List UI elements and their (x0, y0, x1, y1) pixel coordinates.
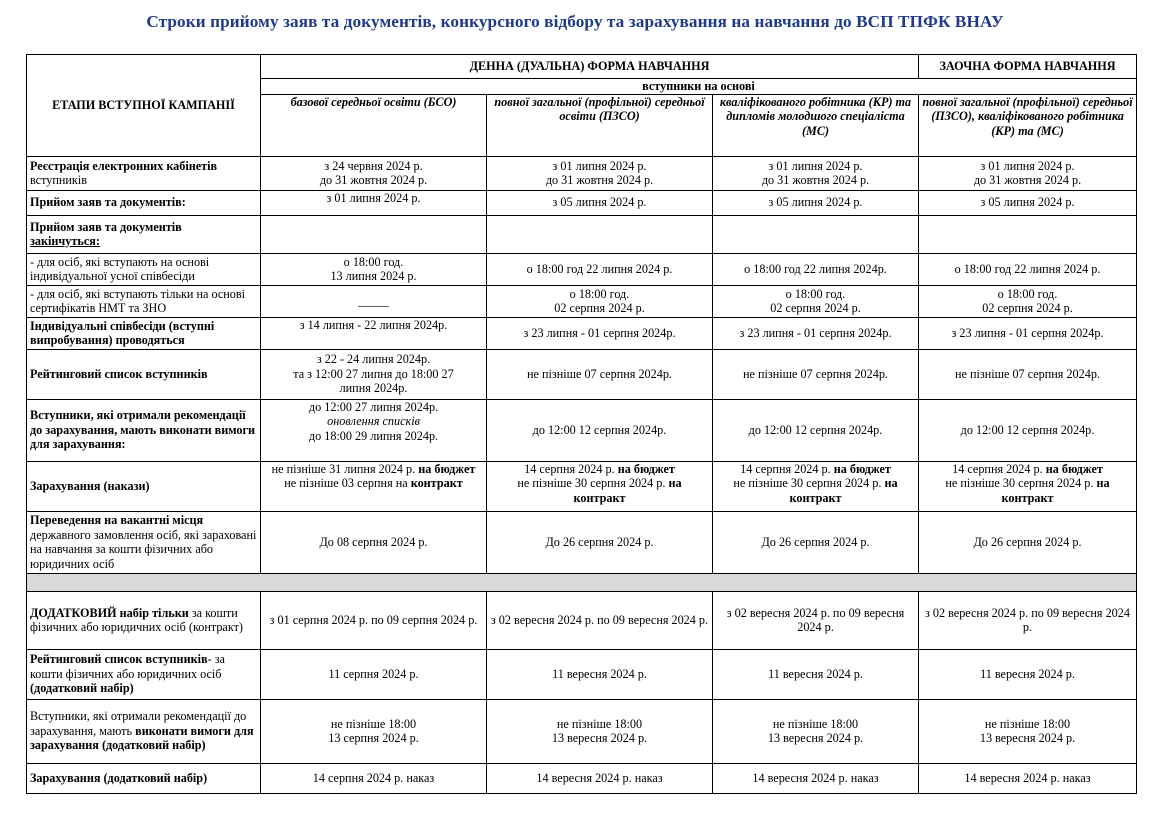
cell-bso: _____ (261, 285, 487, 317)
label-bold: виконати вимоги для зарахування (додатковий набір) (30, 723, 254, 753)
label-rest: за кошти фізичних або юридичних осіб (контракт) (30, 605, 243, 634)
row-extra-rating (27, 649, 1137, 699)
row-enroll (27, 461, 1137, 511)
row-label: Зарахування (накази) (27, 461, 261, 511)
cell-kr: не пізніше 07 серпня 2024р. (713, 349, 919, 399)
cell-line: 13 серпня 2024 р. (328, 731, 419, 745)
row-label (27, 649, 261, 699)
cell-pzso: з 05 липня 2024 р. (487, 190, 713, 215)
cell-line: 13 вересня 2024 р. (767, 731, 864, 745)
row-label (27, 156, 261, 190)
cell-bso: 14 серпня 2024 р. наказ (261, 763, 487, 793)
cell-line: липня 2024р. (339, 381, 408, 396)
cell-part (919, 285, 1137, 317)
header-col-pzso: повної загальної (профільної) середньої освіти (ПЗСО) (487, 94, 713, 156)
label-line: Прийом заяв та документів (30, 219, 182, 234)
row-extra-recommended (27, 699, 1137, 763)
cell-line: о 18:00 год. (785, 286, 846, 301)
cell-part: з 23 липня - 01 серпня 2024р. (919, 317, 1137, 349)
cell-part: 11 вересня 2024 р. (919, 649, 1137, 699)
row-label: Рейтинговий список вступників (27, 349, 261, 399)
cell-text-bold: на бюджет (617, 461, 675, 476)
cell-line: до 18:00 29 липня 2024р. (308, 428, 439, 443)
label-bold: Реєстрація електронних кабінетів (30, 158, 218, 173)
cell-bso (261, 215, 487, 253)
row-rating (27, 349, 1137, 399)
cell-kr (713, 461, 919, 511)
cell-pzso: 14 вересня 2024 р. наказ (487, 763, 713, 793)
cell-line: о 18:00 год. (343, 254, 404, 269)
cell-line: з 22 - 24 липня 2024р. (316, 352, 431, 367)
row-interviews (27, 317, 1137, 349)
header-col-part: повної загальної (профільної) середньої (ПЗСО), кваліфікованого робітника (КР) та (МС) (919, 94, 1137, 156)
row-end-nmt (27, 285, 1137, 317)
cell-line: до 31 жовтня 2024 р. (545, 173, 654, 187)
cell-kr: до 12:00 12 серпня 2024р. (713, 399, 919, 461)
cell-line: до 12:00 27 липня 2024р. (308, 399, 439, 414)
cell-line: не пізніше 18:00 (984, 716, 1071, 731)
cell-kr (713, 699, 919, 763)
cell-pzso (487, 156, 713, 190)
row-label (27, 591, 261, 649)
separator-cell (27, 573, 1137, 591)
cell-pzso (487, 699, 713, 763)
cell-part (919, 215, 1137, 253)
header-day-form: ДЕННА (ДУАЛЬНА) ФОРМА НАВЧАННЯ (261, 55, 919, 79)
cell-line: 13 вересня 2024 р. (979, 731, 1076, 745)
cell-text-bold: на бюджет (1045, 461, 1103, 476)
cell-line: не пізніше 18:00 (556, 716, 643, 731)
cell-part: До 26 серпня 2024 р. (919, 511, 1137, 573)
cell-line: з 01 липня 2024 р. (768, 158, 863, 173)
header-row-forms (27, 55, 1137, 79)
cell-text-bold: на бюджет (418, 461, 476, 476)
page-title: Строки прийому заяв та документів, конкурсного відбору та зарахування на навчання до ВСП ТПФК ВНАУ (146, 12, 1004, 31)
cell-part: 14 вересня 2024 р. наказ (919, 763, 1137, 793)
cell-pzso: не пізніше 07 серпня 2024р. (487, 349, 713, 399)
cell-pzso: з 02 вересня 2024 р. по 09 вересня 2024 р. (487, 591, 713, 649)
cell-pzso: з 23 липня - 01 серпня 2024р. (487, 317, 713, 349)
cell-bso: з 01 серпня 2024 р. по 09 серпня 2024 р. (261, 591, 487, 649)
cell-kr: о 18:00 год 22 липня 2024р. (713, 253, 919, 285)
row-label: - для осіб, які вступають тільки на основі сертифікатів НМТ та ЗНО (27, 285, 261, 317)
row-transfer (27, 511, 1137, 573)
cell-kr: з 05 липня 2024 р. (713, 190, 919, 215)
cell-part: о 18:00 год 22 липня 2024 р. (919, 253, 1137, 285)
cell-bso: До 08 серпня 2024 р. (261, 511, 487, 573)
cell-line: з 24 червня 2024 р. (324, 158, 423, 173)
cell-line: не пізніше 18:00 (330, 716, 417, 731)
cell-text: 14 серпня 2024 р. (952, 461, 1046, 476)
label-rest: Вступники, які отримали рекомендації до зарахування, мають (30, 709, 247, 738)
cell-kr (713, 215, 919, 253)
row-label: - для осіб, які вступають на основі індивідуальної усної співбесіди (27, 253, 261, 285)
row-label (27, 215, 261, 253)
row-label: Прийом заяв та документів: (27, 190, 261, 215)
cell-text: не пізніше 30 серпня 2024 р. (517, 476, 669, 490)
row-registration (27, 156, 1137, 190)
label-rest: державного замовлення осіб, які зараховані на навчання за кошти фізичних або юридичних осіб (30, 527, 257, 571)
cell-bso (261, 399, 487, 461)
cell-text: не пізніше 31 липня 2024 р. (271, 461, 419, 476)
header-basis: вступники на основі (261, 79, 1137, 95)
row-accept (27, 190, 1137, 215)
cell-line: з 01 липня 2024 р. (980, 158, 1075, 173)
cell-part: з 05 липня 2024 р. (919, 190, 1137, 215)
cell-line: до 31 жовтня 2024 р. (319, 173, 428, 187)
cell-bso (261, 253, 487, 285)
cell-bso (261, 699, 487, 763)
cell-bso (261, 156, 487, 190)
row-extra-enroll (27, 763, 1137, 793)
cell-kr: До 26 серпня 2024 р. (713, 511, 919, 573)
label-bold: Переведення на вакантні місця (30, 513, 204, 527)
cell-kr: з 23 липня - 01 серпня 2024р. (713, 317, 919, 349)
label-bold: ДОДАТКОВИЙ набір тільки (30, 605, 189, 620)
cell-pzso: до 12:00 12 серпня 2024р. (487, 399, 713, 461)
cell-pzso (487, 215, 713, 253)
cell-bso (261, 461, 487, 511)
cell-line: 02 серпня 2024 р. (554, 301, 645, 315)
label-rest: вступників (30, 173, 87, 187)
cell-text: 14 серпня 2024 р. (524, 461, 618, 476)
cell-part: до 12:00 12 серпня 2024р. (919, 399, 1137, 461)
label-bold: Рейтинговий список вступників (30, 652, 208, 667)
cell-bso (261, 349, 487, 399)
row-label: Вступники, які отримали рекомендації до зарахування, мають виконати вимоги для зарахування: (27, 399, 261, 461)
cell-line-italic: оновлення списків (327, 414, 420, 428)
cell-pzso (487, 285, 713, 317)
header-col-bso: базової середньої освіти (БСО) (261, 94, 487, 156)
cell-line: 13 вересня 2024 р. (551, 731, 648, 745)
cell-line: 13 липня 2024 р. (330, 269, 417, 283)
cell-bso: 11 серпня 2024 р. (261, 649, 487, 699)
cell-text-bold: на контракт (1001, 476, 1110, 505)
cell-bso: з 14 липня - 22 липня 2024р. (261, 317, 487, 349)
cell-line: до 31 жовтня 2024 р. (761, 173, 870, 187)
cell-line: 02 серпня 2024 р. (982, 301, 1073, 315)
cell-line: 02 серпня 2024 р. (770, 301, 861, 315)
header-part-form: ЗАОЧНА ФОРМА НАВЧАННЯ (919, 55, 1137, 79)
cell-line: та з 12:00 27 липня до 18:00 27 (293, 366, 454, 381)
cell-text: не пізніше 30 серпня 2024 р. (733, 476, 885, 490)
cell-text-bold: на бюджет (833, 461, 891, 476)
cell-part (919, 699, 1137, 763)
cell-text-bold: контракт (410, 476, 463, 490)
cell-text-bold: на контракт (573, 476, 682, 505)
label-bold: (додатковий набір) (30, 681, 134, 696)
row-label: Зарахування (додатковий набір) (27, 763, 261, 793)
cell-kr (713, 156, 919, 190)
header-col-kr: кваліфікованого робітника (КР) та дипломів молодшого спеціаліста (МС) (713, 94, 919, 156)
row-label: Індивідуальні співбесіди (вступні випробування) проводяться (27, 317, 261, 349)
cell-kr: з 02 вересня 2024 р. по 09 вересня 2024 р. (713, 591, 919, 649)
row-extra (27, 591, 1137, 649)
row-label (27, 699, 261, 763)
cell-bso: з 01 липня 2024 р. (261, 190, 487, 215)
row-end-heading (27, 215, 1137, 253)
separator-row (27, 573, 1137, 591)
row-label (27, 511, 261, 573)
cell-pzso (487, 461, 713, 511)
cell-kr (713, 285, 919, 317)
cell-pzso: о 18:00 год 22 липня 2024 р. (487, 253, 713, 285)
cell-pzso: До 26 серпня 2024 р. (487, 511, 713, 573)
header-stages: ЕТАПИ ВСТУПНОЇ КАМПАНІЇ (27, 55, 261, 157)
admission-schedule-table (26, 54, 1137, 794)
row-recommended (27, 399, 1137, 461)
cell-line: о 18:00 год. (569, 286, 630, 301)
label-underlined: закінчуться: (30, 234, 100, 248)
cell-part: не пізніше 07 серпня 2024р. (919, 349, 1137, 399)
cell-part: з 02 вересня 2024 р. по 09 вересня 2024 р. (919, 591, 1137, 649)
cell-text: не пізніше 03 серпня на (284, 476, 411, 490)
cell-line: о 18:00 год. (997, 286, 1058, 301)
label-rest: - за кошти фізичних або юридичних осіб (30, 652, 225, 681)
cell-line: не пізніше 18:00 (772, 716, 859, 731)
cell-part (919, 461, 1137, 511)
cell-line: до 31 жовтня 2024 р. (973, 173, 1082, 187)
cell-text-bold: на контракт (789, 476, 898, 505)
cell-kr: 14 вересня 2024 р. наказ (713, 763, 919, 793)
cell-line: з 01 липня 2024 р. (552, 158, 647, 173)
cell-text: не пізніше 30 серпня 2024 р. (945, 476, 1097, 490)
cell-part (919, 156, 1137, 190)
cell-text: 14 серпня 2024 р. (740, 461, 834, 476)
row-end-interview (27, 253, 1137, 285)
cell-kr: 11 вересня 2024 р. (713, 649, 919, 699)
cell-pzso: 11 вересня 2024 р. (487, 649, 713, 699)
